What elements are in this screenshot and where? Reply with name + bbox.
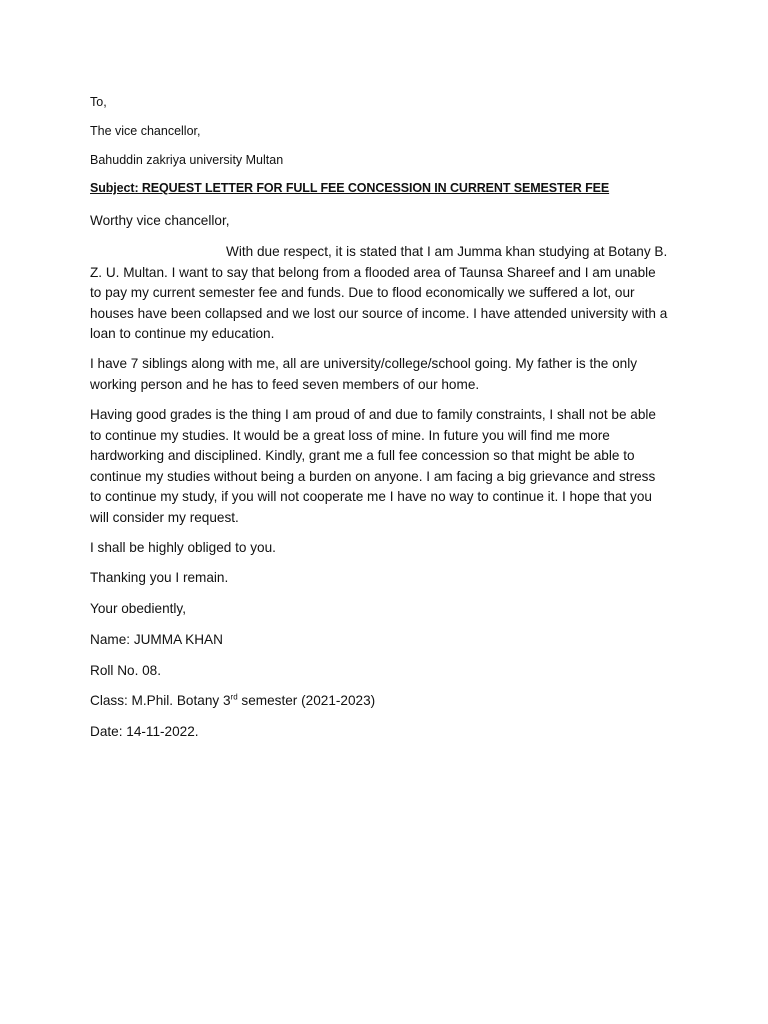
class-prefix: Class: M.Phil. Botany 3 xyxy=(90,693,231,708)
closing-line: Your obediently, xyxy=(90,601,186,616)
recipient-org: Bahuddin zakriya university Multan xyxy=(90,153,284,167)
subject-line: Subject: REQUEST LETTER FOR FULL FEE CONCESSION IN CURRENT SEMESTER FEE xyxy=(90,181,610,195)
paragraph-2-line: working person and he has to feed seven members of our home. xyxy=(90,376,480,392)
paragraph-1-line: Z. U. Multan. I want to say that belong from a flooded area of Taunsa Shareef and I am unable xyxy=(90,264,656,280)
class-suffix: semester (2021-2023) xyxy=(237,693,376,708)
paragraph-3-line: hardworking and disciplined. Kindly, grant me a full fee concession so that might be able to xyxy=(90,448,635,463)
paragraph-3-line: will consider my request. xyxy=(90,509,239,525)
recipient-title: The vice chancellor, xyxy=(90,124,201,138)
paragraph-1-line: loan to continue my education. xyxy=(90,326,275,341)
paragraph-3-line: to continue my study, if you will not cooperate me I have no way to continue it. I hope that you xyxy=(90,489,652,504)
paragraph-2 xyxy=(90,354,678,395)
class-line xyxy=(90,693,375,709)
paragraph-3-line: continue my studies without being a burden on anyone. I am facing a big grievance and stress xyxy=(90,468,656,484)
paragraph-1-line: to pay my current semester fee and funds. Due to flood economically we suffered a lot, our xyxy=(90,285,635,300)
date-line: Date: 14-11-2022. xyxy=(90,724,199,739)
salutation: Worthy vice chancellor, xyxy=(90,213,230,228)
paragraph-3-line: to continue my studies. It would be a great loss of mine. In future you will find me more xyxy=(90,427,610,443)
paragraph-1-line: houses have been collapsed and we lost our source of income. I have attended university with a xyxy=(90,305,668,321)
obliged-line: I shall be highly obliged to you. xyxy=(90,540,276,555)
name-line: Name: JUMMA KHAN xyxy=(90,632,223,647)
roll-line: Roll No. 08. xyxy=(90,663,162,678)
thanking-line: Thanking you I remain. xyxy=(90,570,229,585)
paragraph-3-line: Having good grades is the thing I am proud of and due to family constraints, I shall not be able xyxy=(90,407,656,422)
paragraph-3 xyxy=(90,405,678,528)
paragraph-1 xyxy=(90,242,678,345)
to-line: To, xyxy=(90,95,107,109)
paragraph-2-line: I have 7 siblings along with me, all are university/college/school going. My father is the only xyxy=(90,356,638,371)
class-superscript: rd xyxy=(230,692,238,702)
paragraph-1-line: With due respect, it is stated that I am Jumma khan studying at Botany B. xyxy=(226,244,668,259)
